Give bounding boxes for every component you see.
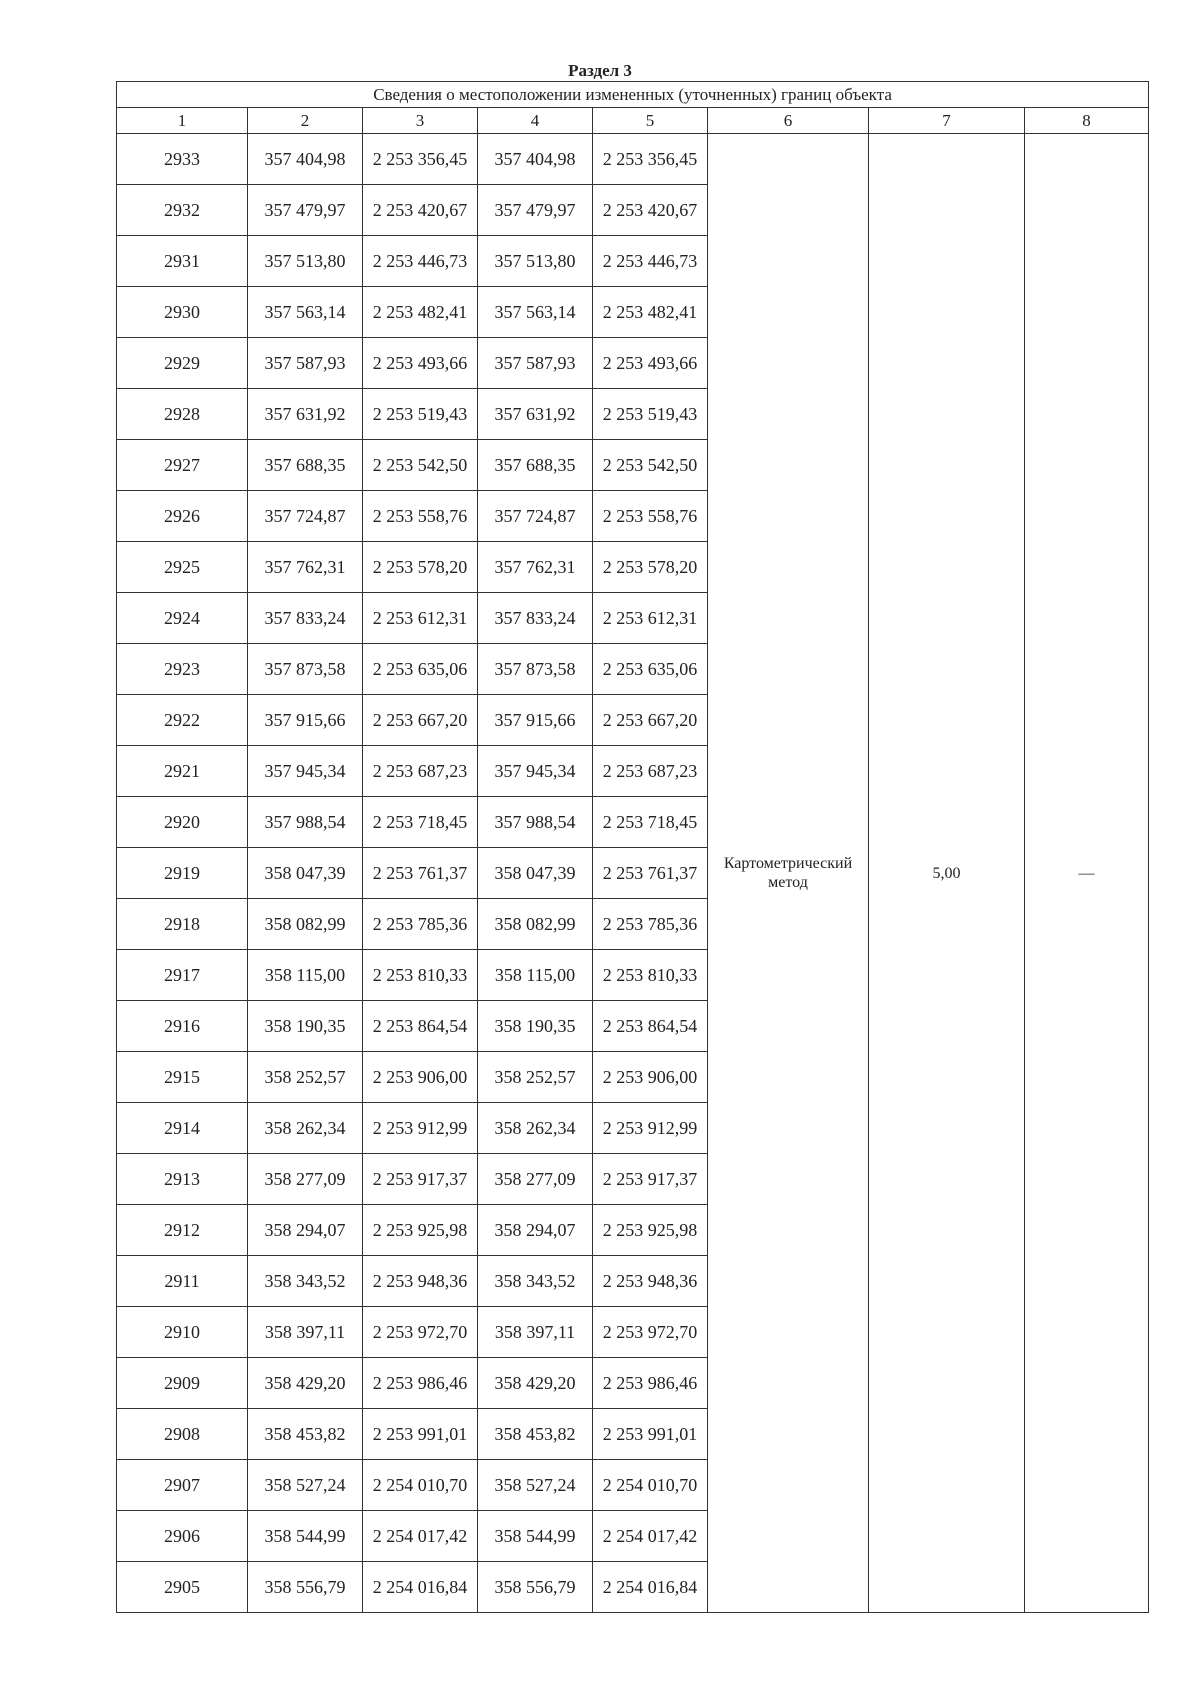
coordinate-cell: 2 253 578,20 bbox=[593, 542, 708, 593]
coordinate-cell: 2 254 010,70 bbox=[363, 1460, 478, 1511]
column-number-8: 8 bbox=[1025, 108, 1149, 134]
table-caption-row bbox=[117, 82, 1149, 108]
coordinate-cell: 357 724,87 bbox=[248, 491, 363, 542]
coordinate-cell: 358 343,52 bbox=[478, 1256, 593, 1307]
coordinate-cell: 357 404,98 bbox=[248, 134, 363, 185]
coordinate-cell: 357 631,92 bbox=[478, 389, 593, 440]
coordinate-cell: 2 253 912,99 bbox=[593, 1103, 708, 1154]
coordinate-cell: 2 253 612,31 bbox=[363, 593, 478, 644]
point-number-cell: 2911 bbox=[117, 1256, 248, 1307]
coordinate-cell: 2 253 578,20 bbox=[363, 542, 478, 593]
coordinate-cell: 2 253 493,66 bbox=[593, 338, 708, 389]
coordinate-cell: 357 688,35 bbox=[248, 440, 363, 491]
coordinate-cell: 357 873,58 bbox=[248, 644, 363, 695]
coordinate-cell: 2 253 482,41 bbox=[593, 287, 708, 338]
point-number-cell: 2921 bbox=[117, 746, 248, 797]
coordinate-cell: 2 254 017,42 bbox=[593, 1511, 708, 1562]
column-number-7: 7 bbox=[869, 108, 1025, 134]
point-number-cell: 2919 bbox=[117, 848, 248, 899]
coordinate-cell: 2 253 718,45 bbox=[593, 797, 708, 848]
coordinate-cell: 358 252,57 bbox=[248, 1052, 363, 1103]
coordinate-cell: 358 190,35 bbox=[478, 1001, 593, 1052]
point-number-cell: 2926 bbox=[117, 491, 248, 542]
coordinate-cell: 358 429,20 bbox=[248, 1358, 363, 1409]
point-number-cell: 2909 bbox=[117, 1358, 248, 1409]
point-number-cell: 2914 bbox=[117, 1103, 248, 1154]
point-number-cell: 2928 bbox=[117, 389, 248, 440]
point-number-cell: 2929 bbox=[117, 338, 248, 389]
coordinate-cell: 357 988,54 bbox=[248, 797, 363, 848]
coordinate-cell: 357 833,24 bbox=[248, 593, 363, 644]
coordinate-cell: 2 253 906,00 bbox=[363, 1052, 478, 1103]
point-number-cell: 2913 bbox=[117, 1154, 248, 1205]
boundary-coordinates-table bbox=[116, 81, 1149, 1613]
table-body bbox=[117, 134, 1149, 1613]
point-number-cell: 2923 bbox=[117, 644, 248, 695]
coordinate-cell: 358 527,24 bbox=[478, 1460, 593, 1511]
coordinate-cell: 358 262,34 bbox=[248, 1103, 363, 1154]
coordinate-cell: 2 253 356,45 bbox=[363, 134, 478, 185]
coordinate-cell: 2 253 446,73 bbox=[593, 236, 708, 287]
point-number-cell: 2916 bbox=[117, 1001, 248, 1052]
coordinate-cell: 358 453,82 bbox=[248, 1409, 363, 1460]
coordinate-cell: 357 873,58 bbox=[478, 644, 593, 695]
coordinate-cell: 2 253 948,36 bbox=[363, 1256, 478, 1307]
coordinate-cell: 357 762,31 bbox=[478, 542, 593, 593]
coordinate-cell: 357 915,66 bbox=[478, 695, 593, 746]
coordinate-cell: 357 479,97 bbox=[248, 185, 363, 236]
point-number-cell: 2927 bbox=[117, 440, 248, 491]
point-number-cell: 2907 bbox=[117, 1460, 248, 1511]
coordinate-cell: 2 253 542,50 bbox=[363, 440, 478, 491]
coordinate-cell: 358 343,52 bbox=[248, 1256, 363, 1307]
coordinate-cell: 2 253 635,06 bbox=[363, 644, 478, 695]
point-number-cell: 2920 bbox=[117, 797, 248, 848]
coordinate-cell: 358 429,20 bbox=[478, 1358, 593, 1409]
coordinate-cell: 2 253 542,50 bbox=[593, 440, 708, 491]
point-number-cell: 2908 bbox=[117, 1409, 248, 1460]
coordinate-cell: 2 253 420,67 bbox=[593, 185, 708, 236]
coordinate-cell: 2 253 810,33 bbox=[593, 950, 708, 1001]
point-number-cell: 2910 bbox=[117, 1307, 248, 1358]
coordinate-cell: 357 563,14 bbox=[248, 287, 363, 338]
accuracy-cell: 5,00 bbox=[869, 134, 1025, 1613]
point-number-cell: 2924 bbox=[117, 593, 248, 644]
coordinate-cell: 2 254 010,70 bbox=[593, 1460, 708, 1511]
coordinate-cell: 2 254 016,84 bbox=[593, 1562, 708, 1613]
coordinate-cell: 358 397,11 bbox=[478, 1307, 593, 1358]
coordinate-cell: 2 253 635,06 bbox=[593, 644, 708, 695]
coordinate-cell: 2 253 917,37 bbox=[593, 1154, 708, 1205]
coordinate-cell: 2 253 687,23 bbox=[363, 746, 478, 797]
coordinate-cell: 2 253 906,00 bbox=[593, 1052, 708, 1103]
column-number-5: 5 bbox=[593, 108, 708, 134]
point-number-cell: 2922 bbox=[117, 695, 248, 746]
coordinate-cell: 2 253 761,37 bbox=[363, 848, 478, 899]
coordinate-cell: 357 988,54 bbox=[478, 797, 593, 848]
coordinate-cell: 2 253 991,01 bbox=[363, 1409, 478, 1460]
coordinate-cell: 358 115,00 bbox=[248, 950, 363, 1001]
coordinate-cell: 358 047,39 bbox=[248, 848, 363, 899]
coordinate-cell: 357 587,93 bbox=[478, 338, 593, 389]
coordinate-cell: 358 082,99 bbox=[478, 899, 593, 950]
coordinate-cell: 2 253 986,46 bbox=[363, 1358, 478, 1409]
coordinate-cell: 358 047,39 bbox=[478, 848, 593, 899]
coordinate-cell: 358 277,09 bbox=[478, 1154, 593, 1205]
coordinate-cell: 358 115,00 bbox=[478, 950, 593, 1001]
column-number-3: 3 bbox=[363, 108, 478, 134]
coordinate-cell: 358 277,09 bbox=[248, 1154, 363, 1205]
coordinate-cell: 2 253 925,98 bbox=[593, 1205, 708, 1256]
coordinate-cell: 358 397,11 bbox=[248, 1307, 363, 1358]
coordinate-cell: 358 544,99 bbox=[478, 1511, 593, 1562]
column-number-row bbox=[117, 108, 1149, 134]
point-number-cell: 2925 bbox=[117, 542, 248, 593]
coordinate-cell: 2 253 493,66 bbox=[363, 338, 478, 389]
coordinate-cell: 2 253 356,45 bbox=[593, 134, 708, 185]
point-number-cell: 2930 bbox=[117, 287, 248, 338]
coordinate-cell: 358 453,82 bbox=[478, 1409, 593, 1460]
coordinate-cell: 357 631,92 bbox=[248, 389, 363, 440]
column-number-2: 2 bbox=[248, 108, 363, 134]
coordinate-cell: 2 253 667,20 bbox=[363, 695, 478, 746]
coordinate-cell: 357 404,98 bbox=[478, 134, 593, 185]
coordinate-cell: 358 556,79 bbox=[248, 1562, 363, 1613]
coordinate-cell: 357 833,24 bbox=[478, 593, 593, 644]
point-number-cell: 2931 bbox=[117, 236, 248, 287]
coordinate-cell: 358 252,57 bbox=[478, 1052, 593, 1103]
point-number-cell: 2906 bbox=[117, 1511, 248, 1562]
coordinate-cell: 2 253 972,70 bbox=[593, 1307, 708, 1358]
coordinate-cell: 2 253 917,37 bbox=[363, 1154, 478, 1205]
coordinate-cell: 358 544,99 bbox=[248, 1511, 363, 1562]
coordinate-cell: 2 253 558,76 bbox=[363, 491, 478, 542]
point-number-cell: 2933 bbox=[117, 134, 248, 185]
point-number-cell: 2918 bbox=[117, 899, 248, 950]
coordinate-cell: 357 479,97 bbox=[478, 185, 593, 236]
column-number-6: 6 bbox=[708, 108, 869, 134]
coordinate-cell: 357 563,14 bbox=[478, 287, 593, 338]
coordinate-cell: 2 254 017,42 bbox=[363, 1511, 478, 1562]
coordinate-cell: 358 527,24 bbox=[248, 1460, 363, 1511]
coordinate-cell: 357 513,80 bbox=[478, 236, 593, 287]
coordinate-cell: 2 253 718,45 bbox=[363, 797, 478, 848]
coordinate-cell: 357 945,34 bbox=[248, 746, 363, 797]
coordinate-cell: 2 253 948,36 bbox=[593, 1256, 708, 1307]
coordinate-cell: 357 587,93 bbox=[248, 338, 363, 389]
coordinate-cell: 2 253 420,67 bbox=[363, 185, 478, 236]
coordinate-cell: 357 762,31 bbox=[248, 542, 363, 593]
coordinate-cell: 2 253 864,54 bbox=[593, 1001, 708, 1052]
coordinate-cell: 2 254 016,84 bbox=[363, 1562, 478, 1613]
coordinate-cell: 2 253 519,43 bbox=[593, 389, 708, 440]
point-number-cell: 2915 bbox=[117, 1052, 248, 1103]
point-number-cell: 2905 bbox=[117, 1562, 248, 1613]
coordinate-cell: 358 294,07 bbox=[478, 1205, 593, 1256]
coordinate-cell: 358 262,34 bbox=[478, 1103, 593, 1154]
coordinate-cell: 2 253 912,99 bbox=[363, 1103, 478, 1154]
section-title: Раздел 3 bbox=[568, 61, 632, 80]
coordinate-cell: 358 190,35 bbox=[248, 1001, 363, 1052]
coordinate-cell: 2 253 864,54 bbox=[363, 1001, 478, 1052]
coordinate-cell: 357 915,66 bbox=[248, 695, 363, 746]
point-number-cell: 2917 bbox=[117, 950, 248, 1001]
coordinate-cell: 358 294,07 bbox=[248, 1205, 363, 1256]
coordinate-cell: 2 253 558,76 bbox=[593, 491, 708, 542]
coordinate-cell: 2 253 667,20 bbox=[593, 695, 708, 746]
coordinate-cell: 2 253 986,46 bbox=[593, 1358, 708, 1409]
column-number-1: 1 bbox=[117, 108, 248, 134]
method-cell: Картометрический метод bbox=[708, 134, 869, 1613]
table-row bbox=[117, 134, 1149, 185]
column-number-4: 4 bbox=[478, 108, 593, 134]
coordinate-cell: 2 253 761,37 bbox=[593, 848, 708, 899]
coordinate-cell: 2 253 519,43 bbox=[363, 389, 478, 440]
coordinate-cell: 2 253 991,01 bbox=[593, 1409, 708, 1460]
coordinate-cell: 357 513,80 bbox=[248, 236, 363, 287]
coordinate-cell: 357 688,35 bbox=[478, 440, 593, 491]
coordinate-cell: 2 253 687,23 bbox=[593, 746, 708, 797]
point-number-cell: 2932 bbox=[117, 185, 248, 236]
coordinate-cell: 2 253 972,70 bbox=[363, 1307, 478, 1358]
coordinate-cell: 2 253 785,36 bbox=[593, 899, 708, 950]
point-number-cell: 2912 bbox=[117, 1205, 248, 1256]
coordinate-cell: 2 253 925,98 bbox=[363, 1205, 478, 1256]
coordinate-cell: 358 556,79 bbox=[478, 1562, 593, 1613]
coordinate-cell: 358 082,99 bbox=[248, 899, 363, 950]
coordinate-cell: 2 253 785,36 bbox=[363, 899, 478, 950]
coordinate-cell: 357 945,34 bbox=[478, 746, 593, 797]
coordinate-cell: 2 253 612,31 bbox=[593, 593, 708, 644]
coordinate-cell: 2 253 810,33 bbox=[363, 950, 478, 1001]
coordinate-cell: 2 253 446,73 bbox=[363, 236, 478, 287]
coordinate-cell: 357 724,87 bbox=[478, 491, 593, 542]
coordinate-cell: 2 253 482,41 bbox=[363, 287, 478, 338]
note-cell: — bbox=[1025, 134, 1149, 1613]
table-caption: Сведения о местоположении измененных (уточненных) границ объекта bbox=[117, 82, 1149, 108]
